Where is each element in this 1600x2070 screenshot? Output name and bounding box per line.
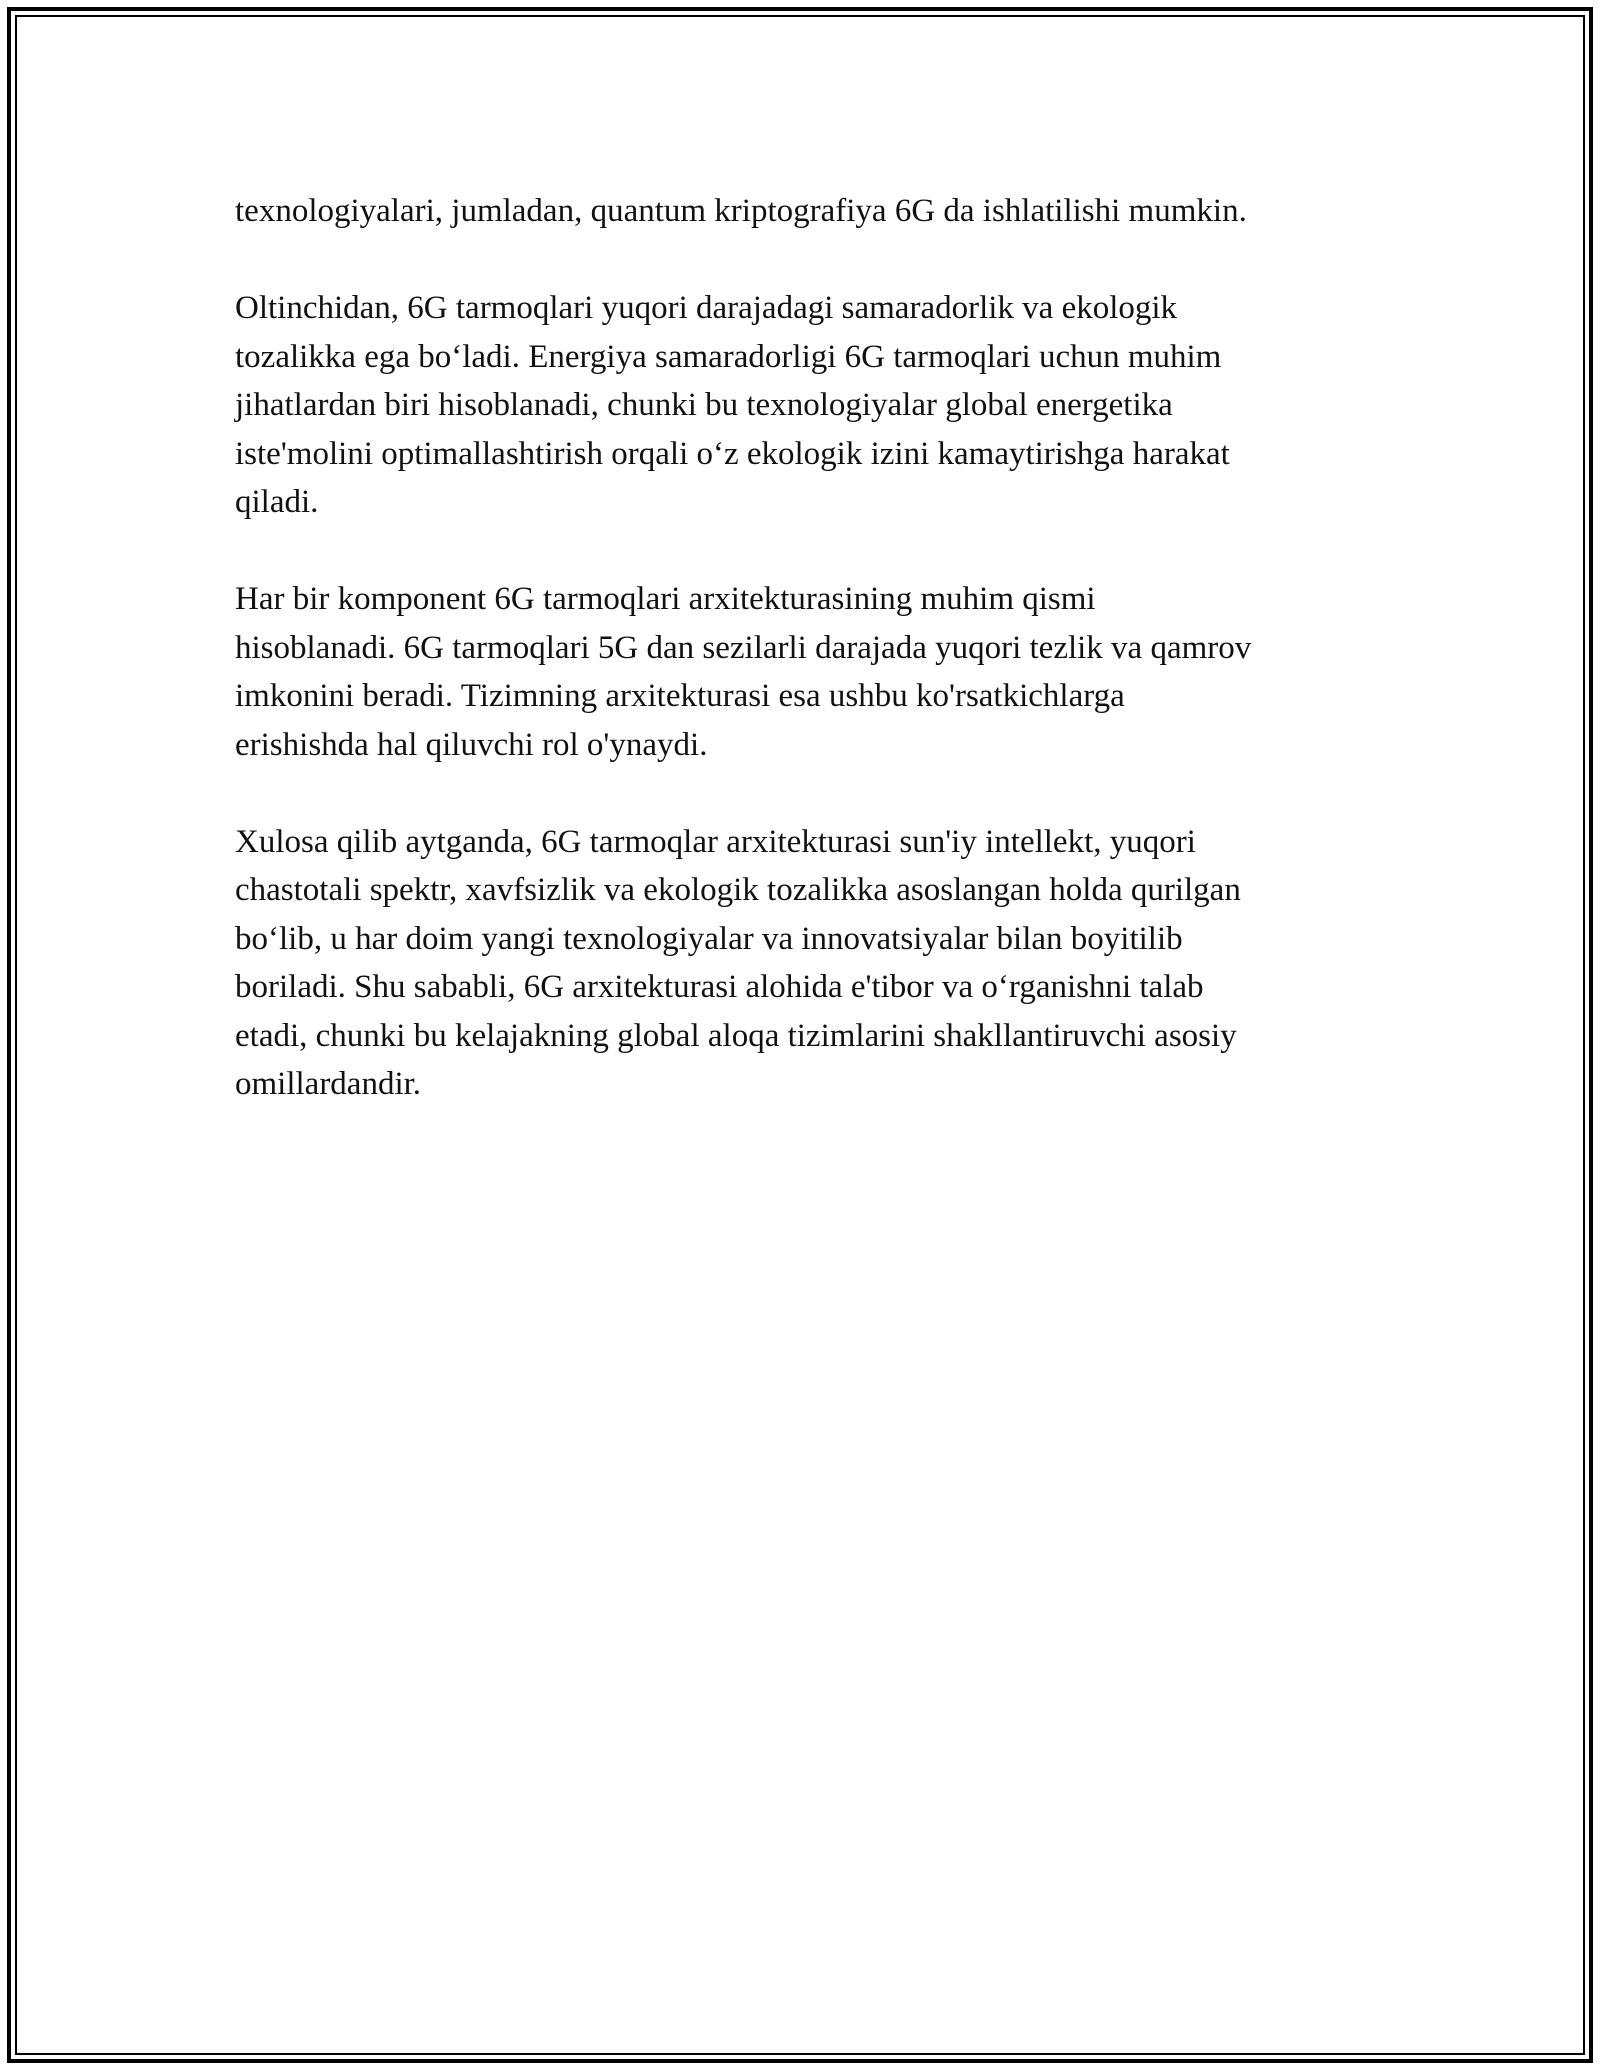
paragraph-2: Oltinchidan, 6G tarmoqlari yuqori darajadagi samaradorlik va ekologik tozalikka ega bo‘ladi. Energiya samaradorligi 6G tarmoqlari uchun muhim jihatlardan biri hisoblanadi, chunki bu texnologiyalar global energetika iste'molini optimallashtirish orqali o‘z ekologik izini kamaytirishga harakat qiladi. <box>235 290 1230 520</box>
paragraph-3: Har bir komponent 6G tarmoqlari arxitekturasining muhim qismi hisoblanadi. 6G tarmoqlari 5G dan sezilarli darajada yuqori tezlik va qamrov imkonini beradi. Tizimning arxitekturasi esa ushbu ko'rsatkichlarga erishishda hal qiluvchi rol o'ynaydi. <box>235 581 1252 763</box>
paragraph-4: Xulosa qilib aytganda, 6G tarmoqlar arxitekturasi sun'iy intellekt, yuqori chastotali spektr, xavfsizlik va ekologik tozalikka asoslangan holda qurilgan bo‘lib, u har doim yangi texnologiyalar va innovatsiyalar bilan boyitilib boriladi. Shu sababli, 6G arxitekturasi alohida e'tibor va o‘rganishni talab etadi, chunki bu kelajakning global aloqa tizimlarini shakllantiruvchi asosiy omillardandir. <box>235 823 1241 1102</box>
document-body <box>235 187 1365 1157</box>
paragraph-1: texnologiyalari, jumladan, quantum kriptografiya 6G da ishlatilishi mumkin. <box>235 193 1247 229</box>
